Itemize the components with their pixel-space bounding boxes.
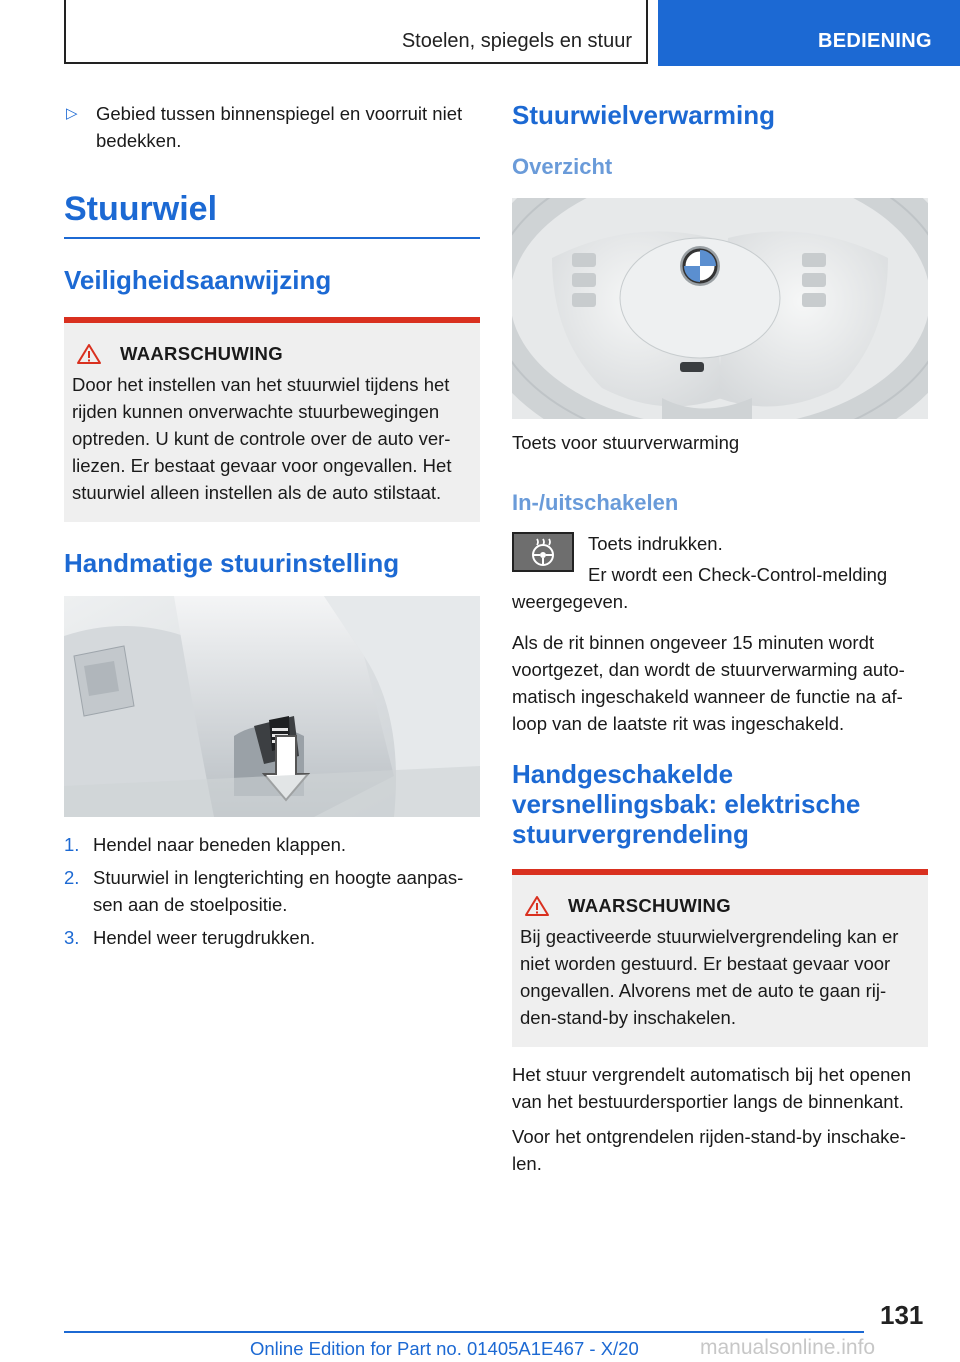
header-section-box bbox=[64, 0, 648, 64]
steering-heating-button-icon bbox=[512, 532, 574, 572]
bullet-item bbox=[64, 100, 480, 154]
button-instruction bbox=[512, 530, 928, 588]
step-number: 3. bbox=[64, 927, 80, 948]
heading-steering-lock: Handgeschakelde versnellingsbak: elektrische stuurvergrendeling bbox=[512, 759, 861, 849]
press-button-text: Toets indrukken. bbox=[588, 533, 723, 554]
steering-column-lever-image bbox=[64, 596, 480, 817]
unlock-text: Voor het ontgrendelen rijden-stand-by inschake-len. bbox=[512, 1126, 906, 1174]
step-number: 2. bbox=[64, 867, 80, 888]
steering-wheel-illustration bbox=[512, 198, 928, 419]
heading-safety: Veiligheidsaanwijzing bbox=[64, 265, 332, 295]
chapter-tab-label: BEDIENING bbox=[818, 30, 932, 52]
heated-steering-wheel-icon bbox=[528, 537, 558, 567]
step-text: Hendel weer terugdrukken. bbox=[93, 927, 316, 948]
watermark-text: manualsonline.info bbox=[700, 1336, 876, 1359]
check-control-text-cont: weergegeven. bbox=[512, 591, 629, 612]
page-number: 131 bbox=[880, 1300, 924, 1330]
footer-rule bbox=[64, 1331, 864, 1333]
lock-text: Het stuur vergrendelt automatisch bij het openen van het bestuurdersportier langs de binnenkant. bbox=[512, 1064, 912, 1112]
steering-wheel-image bbox=[512, 198, 928, 419]
chapter-tab bbox=[658, 0, 960, 66]
check-control-first: Er wordt een Check-Control-melding bbox=[588, 564, 888, 585]
warning-text: Door het instellen van het stuurwiel tijdens het rijden kunnen onverwachte stuurbewegingen optreden. U kunt de controle over de auto ver-liezen. Er bestaat gevaar voor ongevallen. Het stuurwiel alleen instellen als de auto stilstaat. bbox=[72, 374, 452, 503]
step-text: Stuurwiel in lengterichting en hoogte aanpas-sen aan de stoelpositie. bbox=[93, 867, 464, 915]
warning-box bbox=[64, 317, 480, 522]
warning-triangle-icon bbox=[76, 343, 102, 365]
heading-manual-adjust: Handmatige stuurinstelling bbox=[64, 548, 400, 578]
triangle-bullet-icon: ▷ bbox=[66, 105, 78, 122]
heading-rule bbox=[64, 237, 480, 239]
heading-overview: Overzicht bbox=[512, 154, 613, 179]
steps-list bbox=[64, 831, 480, 951]
warning-box-2 bbox=[512, 869, 928, 1047]
right-column bbox=[512, 100, 928, 1177]
warning-header-2 bbox=[520, 895, 920, 917]
edition-text: Online Edition for Part no. 01405A1E467 - X/20 bbox=[250, 1338, 639, 1359]
auto-activation-text: Als de rit binnen ongeveer 15 minuten wordt voortgezet, dan wordt de stuurverwarming auto-matisch ingeschakeld wanneer de functie na af-loop van de laatste rit was ingeschakeld. bbox=[512, 632, 905, 734]
warning-title: WAARSCHUWING bbox=[120, 343, 283, 364]
bullet-text: Gebied tussen binnenspiegel en voorruit niet bedekken. bbox=[96, 103, 463, 151]
page-header bbox=[0, 0, 960, 66]
list-item bbox=[64, 831, 480, 858]
heading-steering-wheel: Stuurwiel bbox=[64, 190, 218, 228]
warning-triangle-icon bbox=[524, 895, 550, 917]
step-text: Hendel naar beneden klappen. bbox=[93, 834, 347, 855]
warning-text-2: Bij geactiveerde stuurwielvergrendeling kan er niet worden gestuurd. Er bestaat gevaar voor ongevallen. Alvorens met de auto te gaan rij-den-stand-by inschakelen. bbox=[520, 926, 899, 1028]
section-title: Stoelen, spiegels en stuur bbox=[401, 30, 632, 52]
image-caption: Toets voor stuurverwarming bbox=[512, 432, 740, 453]
list-item bbox=[64, 864, 480, 918]
lever-illustration bbox=[64, 596, 480, 817]
warning-header bbox=[72, 343, 472, 365]
left-column bbox=[64, 100, 480, 957]
heading-on-off: In-/uitschakelen bbox=[512, 490, 679, 515]
heading-steering-heating: Stuurwielverwarming bbox=[512, 100, 775, 130]
warning-title-2: WAARSCHUWING bbox=[568, 895, 731, 916]
step-number: 1. bbox=[64, 834, 80, 855]
list-item bbox=[64, 924, 480, 951]
